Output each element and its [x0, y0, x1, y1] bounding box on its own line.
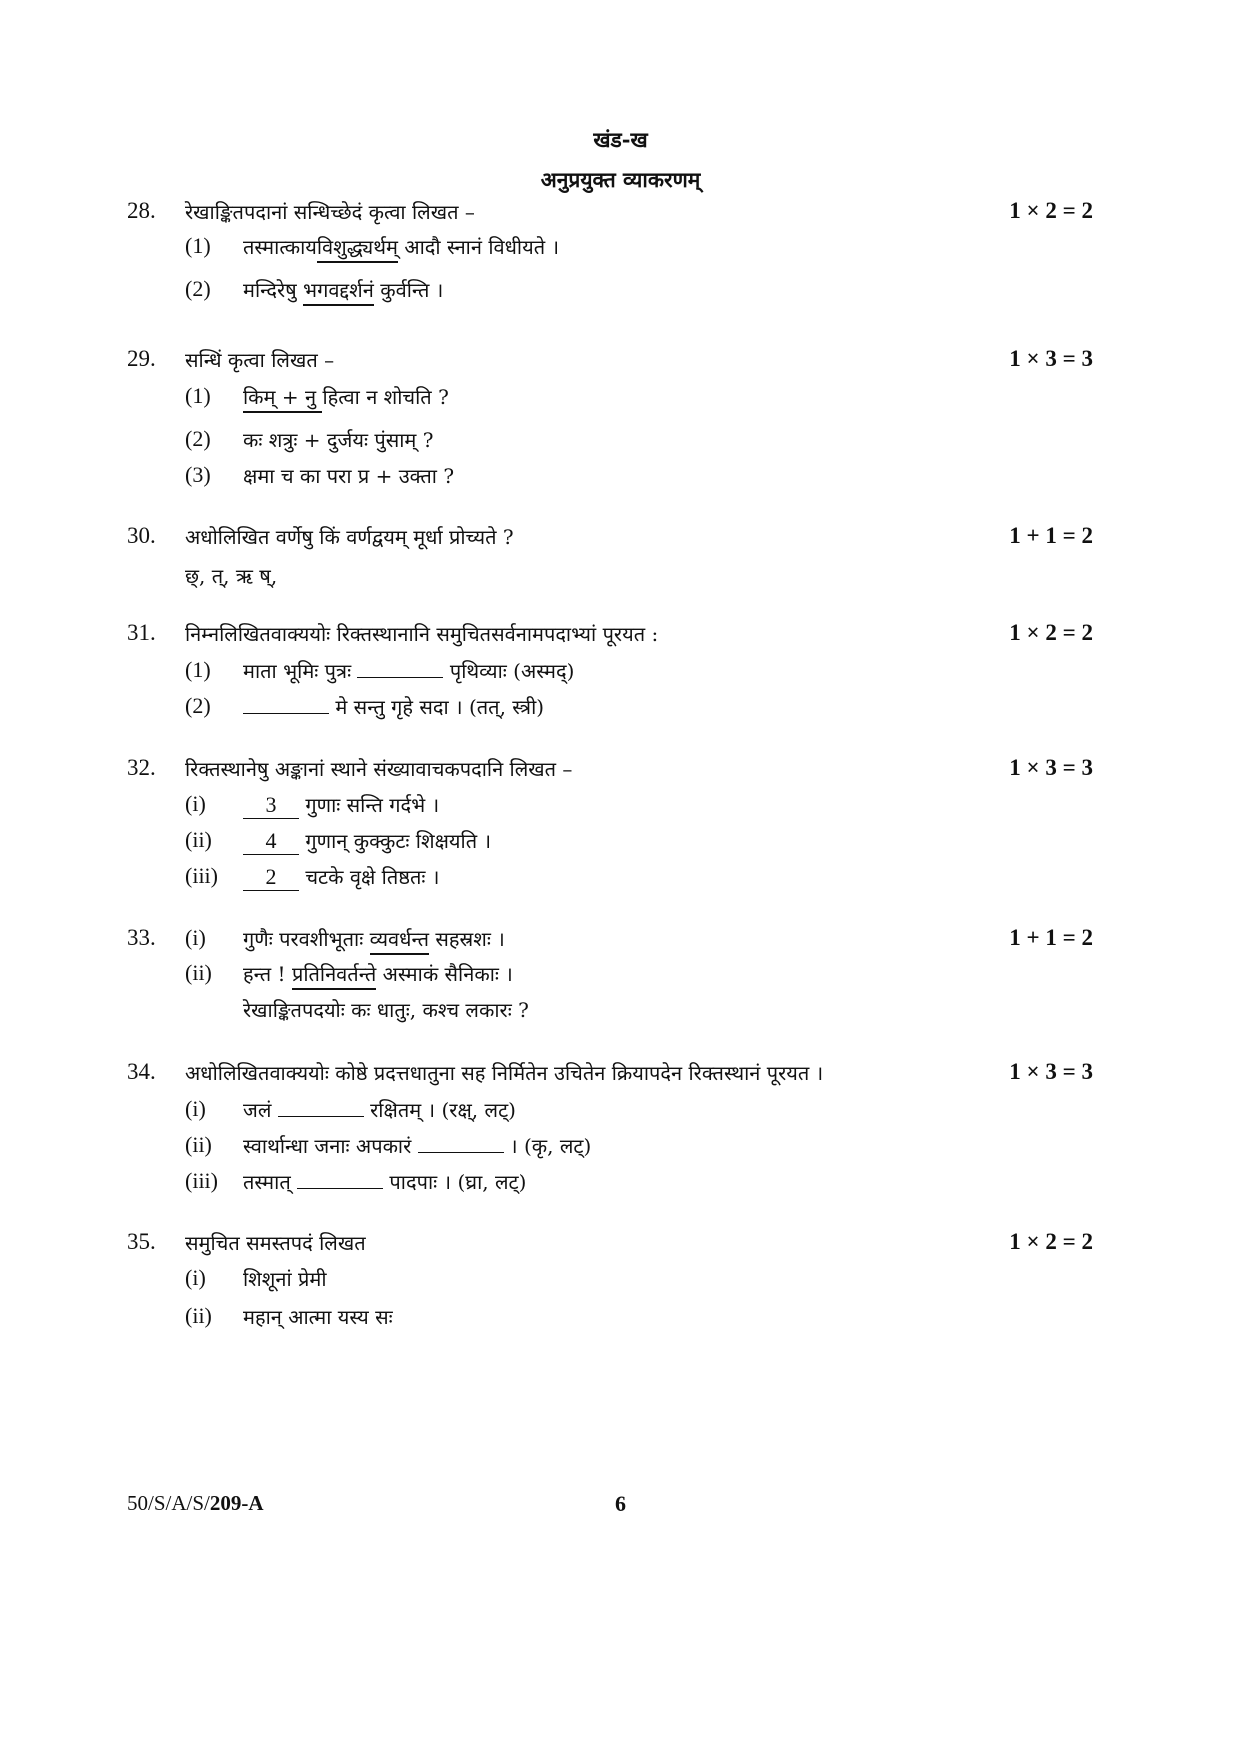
underlined-word: विशुद्ध्यर्थम्: [317, 235, 398, 263]
sub-question-text: माता भूमिः पुत्रः पृथिव्याः (अस्मद्): [243, 659, 575, 683]
sub-question-label: (ii): [185, 827, 212, 852]
sub-question-label: (2): [185, 426, 211, 451]
sub-question-text: तस्मात् पादपाः । (घ्रा, लट्): [243, 1170, 527, 1194]
question-marks: 1 + 1 = 2: [1009, 925, 1093, 950]
question-continuation: छ्, त्, ऋ ष्,: [185, 564, 278, 588]
paper-code: 50/S/A/S/209-A: [127, 1491, 264, 1515]
page-number: 6: [615, 1491, 626, 1516]
question-text: समुचित समस्तपदं लिखत: [185, 1231, 366, 1255]
sub-question-text: हन्त ! प्रतिनिवर्तन्ते अस्माकं सैनिकाः ।: [243, 960, 513, 987]
sub-question-text: क्षमा च का परा प्र + उक्ता ?: [243, 464, 455, 488]
fill-blank: [243, 695, 329, 714]
question-marks: 1 × 2 = 2: [1009, 1229, 1093, 1254]
number-blank: 2: [243, 864, 299, 891]
sub-question-label: (ii): [185, 1132, 212, 1157]
fill-blank: [357, 659, 443, 678]
sub-question-label: (ii): [185, 1303, 212, 1328]
sub-question-label: (ii): [185, 960, 212, 985]
question-marks: 1 × 2 = 2: [1009, 620, 1093, 645]
sub-question-text: 3 गुणाः सन्ति गर्दभे ।: [243, 791, 439, 819]
question-number: 31.: [127, 620, 156, 645]
question-number: 34.: [127, 1059, 156, 1084]
fill-blank: [418, 1134, 504, 1153]
fill-blank: [297, 1170, 383, 1189]
sub-question-label: (i): [185, 1265, 206, 1290]
sub-question-label: (1): [185, 233, 211, 258]
sub-question-text: 4 गुणान् कुक्कुटः शिक्षयति ।: [243, 827, 491, 855]
question-continuation: रेखाङ्कितपदयोः कः धातुः, कश्च लकारः ?: [243, 998, 529, 1022]
sub-question-text: किम् + नु हित्वा न शोचति ?: [243, 383, 449, 410]
question-marks: 1 × 3 = 3: [1009, 1059, 1093, 1084]
underlined-word: व्यवर्धन्त: [370, 927, 429, 955]
number-blank: 3: [243, 792, 299, 819]
sub-question-label: (2): [185, 276, 211, 301]
sub-question-text: मे सन्तु गृहे सदा । (तत्, स्त्री): [243, 693, 544, 720]
sub-question-text: तस्मात्कायविशुद्ध्यर्थम् आदौ स्नानं विधीयते ।: [243, 233, 559, 260]
sub-question-label: (i): [185, 1096, 206, 1121]
sub-question-label: (iii): [185, 1168, 218, 1193]
sub-question-text: जलं रक्षितम् । (रक्ष्, लट्): [243, 1098, 516, 1122]
underlined-word: प्रतिनिवर्तन्ते: [292, 962, 376, 990]
sub-question-text: महान् आत्मा यस्य सः: [243, 1305, 393, 1329]
subsection-heading: अनुप्रयुक्त व्याकरणम्: [540, 167, 701, 192]
question-text: सन्धिं कृत्वा लिखत –: [185, 348, 335, 372]
question-text: अधोलिखितवाक्ययोः कोष्ठे प्रदत्तधातुना सह निर्मितेन उचितेन क्रियापदेन रिक्तस्थानं पूरयत ।: [185, 1061, 824, 1085]
question-text: अधोलिखित वर्णेषु किं वर्णद्वयम् मूर्धा प्रोच्यते ?: [185, 525, 514, 549]
number-blank: 4: [243, 828, 299, 855]
sub-question-label: (iii): [185, 863, 218, 888]
question-number: 32.: [127, 755, 156, 780]
question-marks: 1 × 3 = 3: [1009, 346, 1093, 371]
question-marks: 1 × 3 = 3: [1009, 755, 1093, 780]
question-number: 29.: [127, 346, 156, 371]
sub-question-label: (i): [185, 925, 206, 950]
sub-question-label: (1): [185, 657, 211, 682]
question-text: रेखाङ्कितपदानां सन्धिच्छेदं कृत्वा लिखत –: [185, 200, 475, 224]
question-marks: 1 + 1 = 2: [1009, 523, 1093, 548]
question-number: 33.: [127, 925, 156, 950]
sub-question-text: 2 चटके वृक्षे तिष्ठतः ।: [243, 863, 439, 891]
underlined-word: भगवद्दर्शनं: [303, 278, 374, 306]
sub-question-text: कः शत्रुः + दुर्जयः पुंसाम् ?: [243, 428, 434, 452]
sub-question-label: (1): [185, 383, 211, 408]
sub-question-text: स्वार्थान्धा जनाः अपकारं । (कृ, लट्): [243, 1134, 592, 1158]
question-text: रिक्तस्थानेषु अङ्कानां स्थाने संख्यावाचकपदानि लिखत –: [185, 757, 573, 781]
sub-question-label: (i): [185, 791, 206, 816]
sub-question-label: (3): [185, 462, 211, 487]
underlined-word: किम् + नु: [243, 385, 322, 413]
question-marks: 1 × 2 = 2: [1009, 198, 1093, 223]
fill-blank: [278, 1098, 364, 1117]
question-number: 35.: [127, 1229, 156, 1254]
sub-question-text: मन्दिरेषु भगवद्दर्शनं कुर्वन्ति ।: [243, 276, 443, 303]
question-text: निम्नलिखितवाक्ययोः रिक्तस्थानानि समुचितसर्वनामपदाभ्यां पूरयत :: [185, 622, 659, 646]
sub-question-label: (2): [185, 693, 211, 718]
question-number: 28.: [127, 198, 156, 223]
question-number: 30.: [127, 523, 156, 548]
section-heading: खंड-ख: [593, 127, 648, 152]
sub-question-text: शिशूनां प्रेमी: [243, 1267, 327, 1291]
sub-question-text: गुणैः परवशीभूताः व्यवर्धन्त सहस्रशः ।: [243, 925, 505, 952]
